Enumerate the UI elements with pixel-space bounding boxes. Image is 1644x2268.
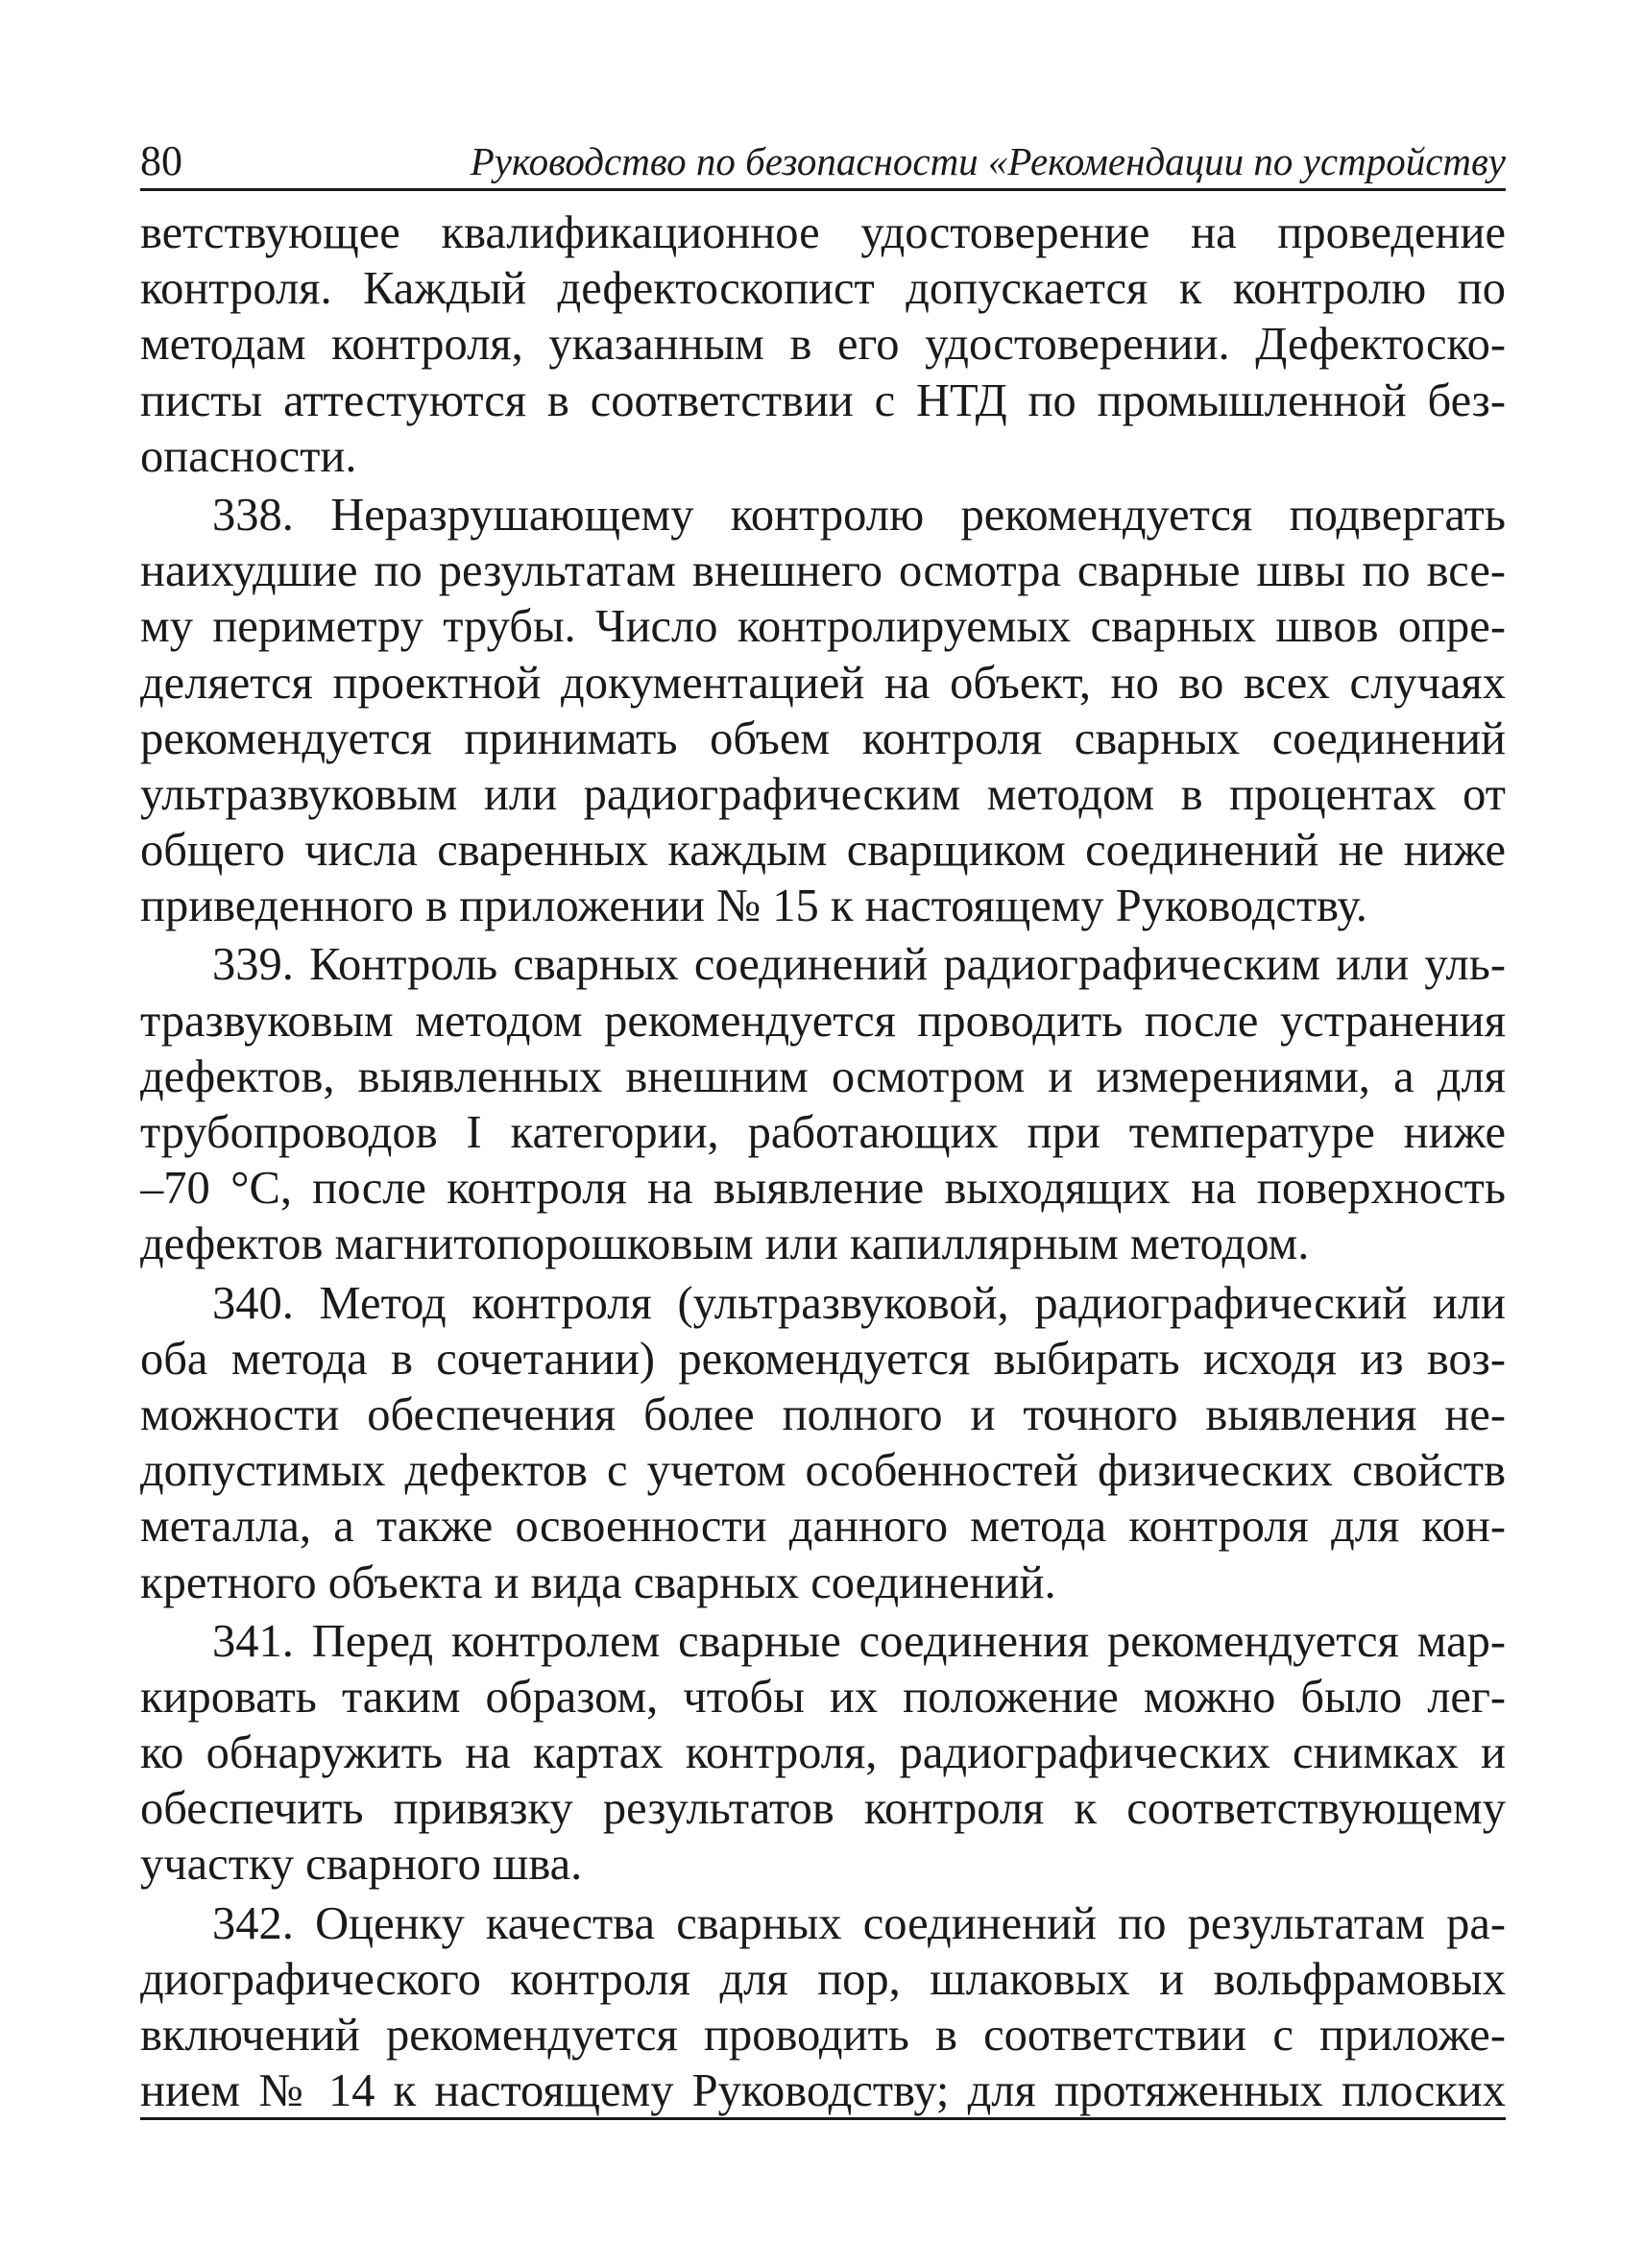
paragraph-338 [140,488,1506,935]
running-header [140,134,1506,191]
text-line: му периметру трубы. Число контролируемых сварных швов опре- [140,601,1506,653]
text-line: 338. Неразрушающему контролю рекомендуется подвергать [212,489,1506,541]
text-line: приведенного в приложении № 15 к настоящему Руководству. [140,881,1367,932]
text-line: 340. Метод контроля (ультразвуковой, радиографический или [212,1277,1506,1329]
paragraph-342 [140,1896,1506,2120]
text-line: деляется проектной документацией на объект, но во всех случаях [140,657,1506,709]
paragraph-339 [140,937,1506,1272]
footer-rule [140,2117,1506,2120]
text-line: общего числа сваренных каждым сварщиком соединений не ниже [140,825,1506,877]
text-line: контроля. Каждый дефектоскопист допускается к контролю по [140,263,1506,315]
text-line: металла, а также освоенности данного метода контроля для кон- [140,1501,1506,1553]
text-line: диографического контроля для пор, шлаковых и вольфрамовых [140,1953,1506,2005]
paragraph-continued [140,205,1506,485]
text-line: нием № 14 к настоящему Руководству; для протяженных плоских [140,2065,1506,2117]
text-line: участку сварного шва. [140,1839,583,1891]
text-line: наихудшие по результатам внешнего осмотра сварные швы по все- [140,545,1506,597]
body-text [140,205,1506,2119]
text-line: методам контроля, указанным в его удостоверении. Дефектоско- [140,319,1506,371]
text-line: кировать таким образом, чтобы их положение можно было лег- [140,1671,1506,1723]
text-line: –70 °С, после контроля на выявление выходящих на поверхность [140,1163,1506,1215]
text-line: тразвуковым методом рекомендуется проводить после устранения [140,995,1506,1047]
text-line: оба метода в сочетании) рекомендуется выбирать исходя из воз- [140,1333,1506,1385]
text-line: опасности. [140,430,357,482]
text-line: дефектов, выявленных внешним осмотром и измерениями, а для [140,1050,1506,1102]
text-line: допустимых дефектов с учетом особенностей физических свойств [140,1445,1506,1497]
text-line: 341. Перед контролем сварные соединения рекомендуется мар- [212,1615,1506,1667]
text-line: писты аттестуются в соответствии с НТД по промышленной без- [140,374,1506,426]
text-line: 342. Оценку качества сварных соединений по результатам ра- [212,1897,1506,1949]
text-line: обеспечить привязку результатов контроля к соответствующему [140,1783,1506,1835]
text-line: ультразвуковым или радиографическим методом в процентах от [140,768,1506,820]
paragraph-340 [140,1276,1506,1611]
text-line: можности обеспечения более полного и точного выявления не- [140,1388,1506,1440]
text-line: ко обнаружить на картах контроля, радиографических снимках и [140,1727,1506,1779]
text-line: трубопроводов I категории, работающих при температуре ниже [140,1107,1506,1158]
text-line: включений рекомендуется проводить в соответствии с приложе- [140,2010,1506,2061]
running-title: Руководство по безопасности «Рекомендации по устройству [470,139,1506,183]
text-line: кретного объекта и вида сварных соединений. [140,1556,1056,1608]
text-line: 339. Контроль сварных соединений радиографическим или уль- [212,939,1506,991]
text-line: дефектов магнитопорошковым или капиллярным методом. [140,1218,1310,1270]
text-line: рекомендуется принимать объем контроля сварных соединений [140,712,1506,764]
page-number: 80 [140,137,182,184]
text-line: ветствующее квалификационное удостоверение на проведение [140,207,1506,258]
paragraph-341 [140,1614,1506,1894]
